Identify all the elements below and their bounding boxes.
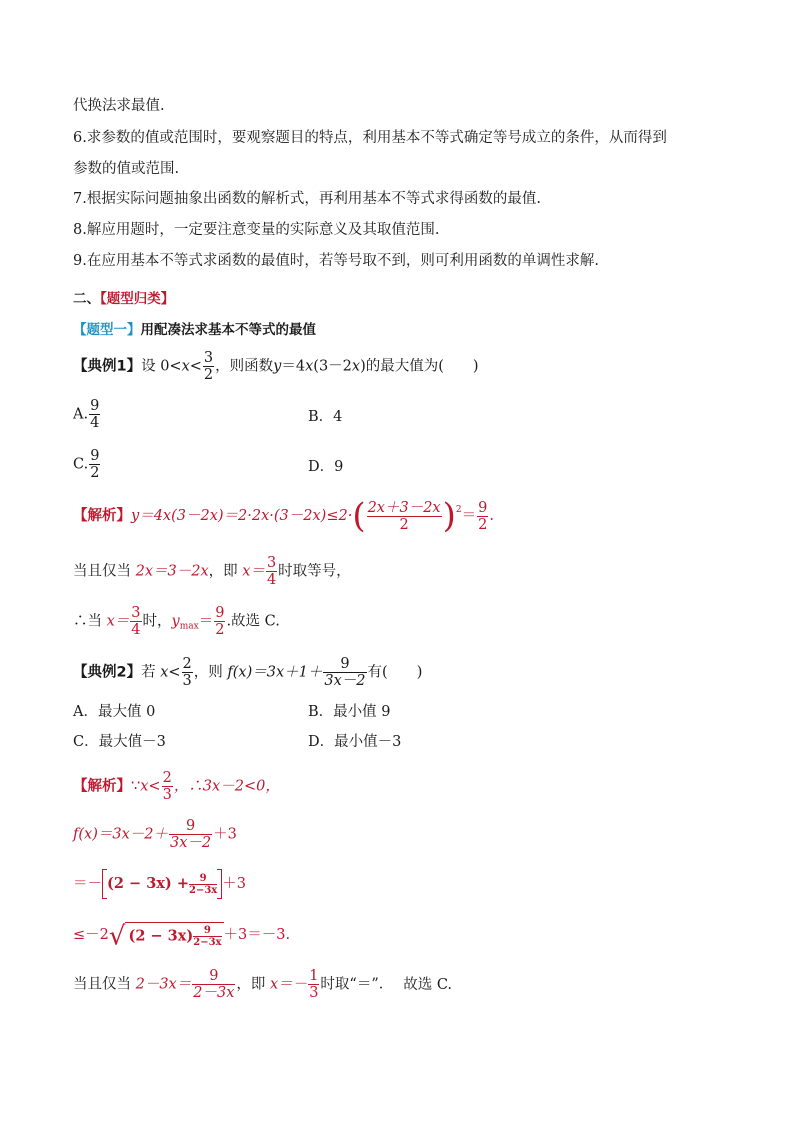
example2-question: 【典例2】若 x< $\frac{2}{3}$ ，则 f(x)＝3x＋1＋ $\frac{9}{3x-2}$ 有( ): [73, 656, 423, 689]
example2-solution-line4: ≤－2√ (2 − 3x) $\frac{9}{2-3x}$ ＋3＝－3.: [73, 921, 291, 952]
example1-q-var: x: [181, 358, 190, 375]
example1-q-func: y: [273, 358, 282, 375]
example2-solution-line2: f(x)＝3x－2＋ $\frac{9}{3x-2}$ ＋3: [73, 818, 237, 851]
intro-line-5: 8.解应用题时，一定要注意变量的实际意义及其取值范围.: [73, 222, 440, 238]
example1-q-x: x: [305, 358, 314, 375]
example1-q-paren: (3－2: [313, 358, 352, 375]
example2-option-d: D．最小值－3: [308, 734, 402, 750]
section-heading: [73, 289, 174, 309]
example1-q-x2: x: [351, 358, 361, 375]
example2-option-b: B．最小值 9: [308, 704, 391, 720]
example1-option-a: A. $\frac{9}{4}$: [73, 398, 100, 431]
example1-solution-line2: 当且仅当 2x＝3－2x，即 x＝ $\frac{3}{4}$ 时取等号，: [73, 555, 351, 588]
section-heading-title: 【题型归类】: [100, 291, 175, 307]
example1-q-fraction: $\frac{3}{2}$: [203, 350, 214, 383]
example2-solution-line5: 当且仅当 2－3x＝ $\frac{9}{2-3x}$ ，即 x＝－ $\frac{1}{3}$ 时取“＝”． 故选 C.: [73, 968, 453, 1001]
example1-q-mid: ，则函数: [215, 358, 274, 375]
example1-option-c: C. $\frac{9}{2}$: [73, 448, 100, 481]
example2-option-a: A．最大值 0: [73, 704, 156, 720]
example1-solution-tag: 【解析】: [73, 508, 131, 524]
example2-tag: 【典例2】: [73, 664, 142, 681]
example1-option-d: D．9: [308, 459, 344, 475]
example1-solution-line1: 【解析】y＝4x(3－2x)＝2·2x·(3－2x)≤2·( $\frac{2x+3-2x}{2}$ )$^2$＝ $\frac{9}{2}$ .: [73, 496, 494, 536]
intro-line-4: 7.根据实际问题抽象出函数的解析式，再利用基本不等式求得函数的最值.: [73, 191, 541, 207]
section-heading-prefix: 二、: [73, 291, 100, 307]
example1-option-b: B．4: [308, 409, 343, 425]
type1-title: 用配凑法求基本不等式的最值: [140, 322, 316, 338]
example1-tag: 【典例1】: [73, 358, 142, 375]
type1-tag: 【题型一】: [73, 322, 141, 338]
intro-line-2: 6.求参数的值或范围时，要观察题目的特点，利用基本不等式确定等号成立的条件，从而得到: [73, 130, 667, 146]
example2-solution-line1: 【解析】∵x< $\frac{2}{3}$ ，∴3x－2<0，: [73, 770, 280, 803]
example1-q-lt: <: [189, 358, 202, 375]
type1-heading: [73, 320, 316, 340]
intro-line-3: 参数的值或范围.: [73, 161, 180, 177]
example2-solution-tag: 【解析】: [73, 778, 131, 795]
example1-sol-expr: y＝4x(3－2x)＝2·2x·(3－2x)≤2·: [131, 508, 353, 524]
example2-solution-line3: ＝－ (2 − 3x) + $\frac{9}{2-3x}$ ＋3: [73, 869, 246, 899]
example1-question: [73, 350, 479, 383]
example1-solution-line3: ∴当 x＝ $\frac{3}{4}$ 时，$y_{max}=$ $\frac{9}{2}$ .故选 C.: [73, 605, 280, 638]
intro-line-1: 代换法求最值.: [73, 98, 165, 114]
example1-q-func2: ＝4: [281, 358, 306, 375]
example1-q-text: 设 0<: [141, 358, 182, 375]
example1-q-end: )的最大值为( ): [360, 358, 479, 375]
intro-line-6: 9.在应用基本不等式求函数的最值时，若等号取不到，则可利用函数的单调性求解.: [73, 253, 599, 269]
example2-option-c: C．最大值－3: [73, 734, 166, 750]
